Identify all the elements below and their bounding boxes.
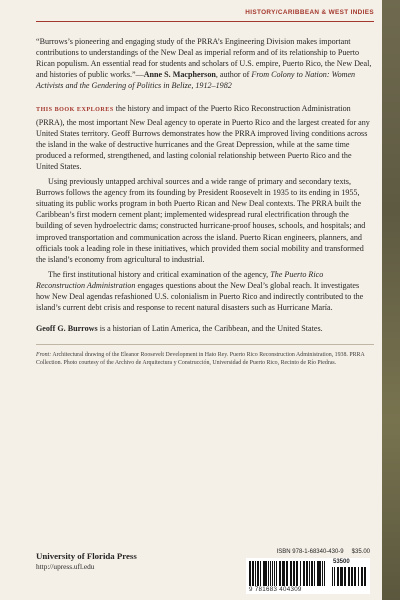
isbn-price-line bbox=[277, 549, 370, 555]
endorsement-blurb bbox=[36, 36, 374, 91]
barcode-bar bbox=[274, 561, 275, 586]
blurb-work-title: From Colony to Nation: Women Activists and the Gendering of Politics in Belize, 1912–1982 bbox=[36, 70, 356, 91]
barcode-bar bbox=[276, 561, 277, 586]
barcode-bar bbox=[344, 567, 346, 586]
barcode-bar bbox=[300, 561, 302, 586]
barcode-bar bbox=[252, 561, 254, 586]
barcode-bar bbox=[257, 561, 258, 586]
barcode-bar bbox=[349, 567, 350, 586]
blurb-author-suffix: , author of bbox=[215, 70, 252, 80]
barcode-bar bbox=[291, 561, 292, 586]
isbn-label: ISBN 978-1-68340-430-9 bbox=[276, 549, 344, 555]
barcode-digits: 9 781683 404309 bbox=[249, 586, 302, 593]
blurb-text: “Burrows’s pioneering and engaging study of the PRRA’s Engineering Division makes important contributions to understandings of the New Deal as imperial reform and of its relationship to Puerto Rican populism. An essential read for students and scholars of U.S. empire, Puerto Rico, the New Deal, and histories of public works.” bbox=[36, 37, 372, 80]
cover-credit bbox=[36, 351, 374, 367]
description-p3-rest: engages questions about the New Deal’s global reach. It investigates how New Deal agendas refashioned U.S. colonialism in Puerto Rico and indirectly contributed to the island’s current debt crisis and response to recent natural disasters such as Hurricane María. bbox=[36, 280, 364, 313]
barcode-bar bbox=[255, 561, 256, 586]
price-supplement-number: 53500 bbox=[333, 559, 350, 565]
barcode-bar bbox=[260, 561, 262, 586]
barcode-bar bbox=[279, 561, 281, 586]
content-column bbox=[36, 36, 374, 368]
description-lead-in: THIS BOOK EXPLORES bbox=[36, 107, 114, 114]
credit-divider bbox=[36, 344, 374, 345]
barcode-bar bbox=[309, 561, 310, 586]
publisher-url[interactable]: http://upress.ufl.edu bbox=[36, 562, 95, 571]
description-paragraph-1 bbox=[36, 103, 374, 172]
barcode-bar bbox=[311, 561, 312, 586]
barcode-bar bbox=[337, 567, 339, 586]
category-label: HISTORY/CARIBBEAN & WEST INDIES bbox=[245, 9, 374, 16]
barcode-bar bbox=[265, 561, 267, 586]
barcode-bar bbox=[355, 567, 356, 586]
barcode-bar bbox=[334, 567, 335, 586]
barcode-bar bbox=[358, 567, 360, 586]
isbn-barcode-bars bbox=[249, 561, 325, 586]
barcode-bar bbox=[364, 567, 366, 586]
barcode-bar bbox=[314, 561, 316, 586]
description-p1-text: the history and impact of the Puerto Rico Reconstruction Administration (PRRA), the most important New Deal agency to operate in Puerto Rico and the largest created for any United States territory. Geoff Burrows demonstrates how the PRRA improved living conditions across the island in the wake of destructive hurricanes and the Great Depression, while at the same time produced a reformed, strengthened, and lasting colonial relationship between Puerto Rico and the United States. bbox=[36, 104, 370, 171]
barcode-bar bbox=[268, 561, 269, 586]
barcode-bar bbox=[322, 561, 323, 586]
cover-credit-label: Front: bbox=[36, 352, 52, 359]
front-cover-edge bbox=[382, 0, 400, 600]
cover-credit-text: Architectural drawing of the Eleanor Roosevelt Development in Hato Rey. Puerto Rico Reconstruction Administration, 1938. PRRA Collection. Photo courtesy of the Archivo de Arquitectura y Construcción, Universidad de Puerto Rico, Recinto de Río Piedras. bbox=[36, 352, 365, 367]
barcode-bar bbox=[306, 561, 308, 586]
barcode-bar bbox=[348, 567, 349, 586]
barcode-bar bbox=[297, 561, 298, 586]
publisher-name: University of Florida Press bbox=[36, 551, 137, 561]
author-name: Geoff G. Burrows bbox=[36, 324, 98, 334]
description-p3-start: The first institutional history and critical examination of the agency, bbox=[48, 269, 271, 279]
barcode-bar bbox=[324, 561, 325, 586]
barcode-bar bbox=[290, 561, 291, 586]
price-label: $35.00 bbox=[351, 549, 370, 555]
barcode-bar bbox=[282, 561, 283, 586]
description-paragraph-2: Using previously untapped archival sources and a wide range of primary and secondary texts, Burrows follows the agency from its founding by President Roosevelt in 1935 to its ending in 1955, situating its public works program in both Puerto Rican and New Deal contexts. The PRRA built the Caribbean’s first modern cement plant; implemented widespread rural electrification through the building of seven hydroelectric dams; constructed hurricane-proof houses, schools, and hospitals; and improved transportation and communication across the island. Puerto Rican engineers, planners, and officials took a leading role in these initiatives, which provided them social mobility and transformed the island’s economy from agricultural to industrial. bbox=[36, 177, 366, 264]
barcode-bar bbox=[283, 561, 284, 586]
barcode-bar bbox=[341, 567, 342, 586]
barcode bbox=[246, 558, 370, 594]
author-bio-text: is a historian of Latin America, the Caribbean, and the United States. bbox=[97, 324, 323, 334]
author-bio bbox=[36, 323, 374, 334]
blurb-author: Anne S. Macpherson bbox=[143, 70, 216, 80]
barcode-bar bbox=[340, 567, 341, 586]
barcode-bar bbox=[286, 561, 288, 586]
description-paragraph-3 bbox=[36, 269, 374, 313]
blurb-dash: — bbox=[135, 70, 144, 80]
description-p3-title: The Puerto Rico Reconstruction Administration bbox=[36, 269, 324, 290]
publisher-block bbox=[36, 551, 137, 572]
price-supplement-bars bbox=[332, 567, 366, 586]
barcode-bar bbox=[332, 567, 333, 586]
barcode-bar bbox=[319, 561, 321, 586]
category-rule bbox=[36, 21, 374, 22]
